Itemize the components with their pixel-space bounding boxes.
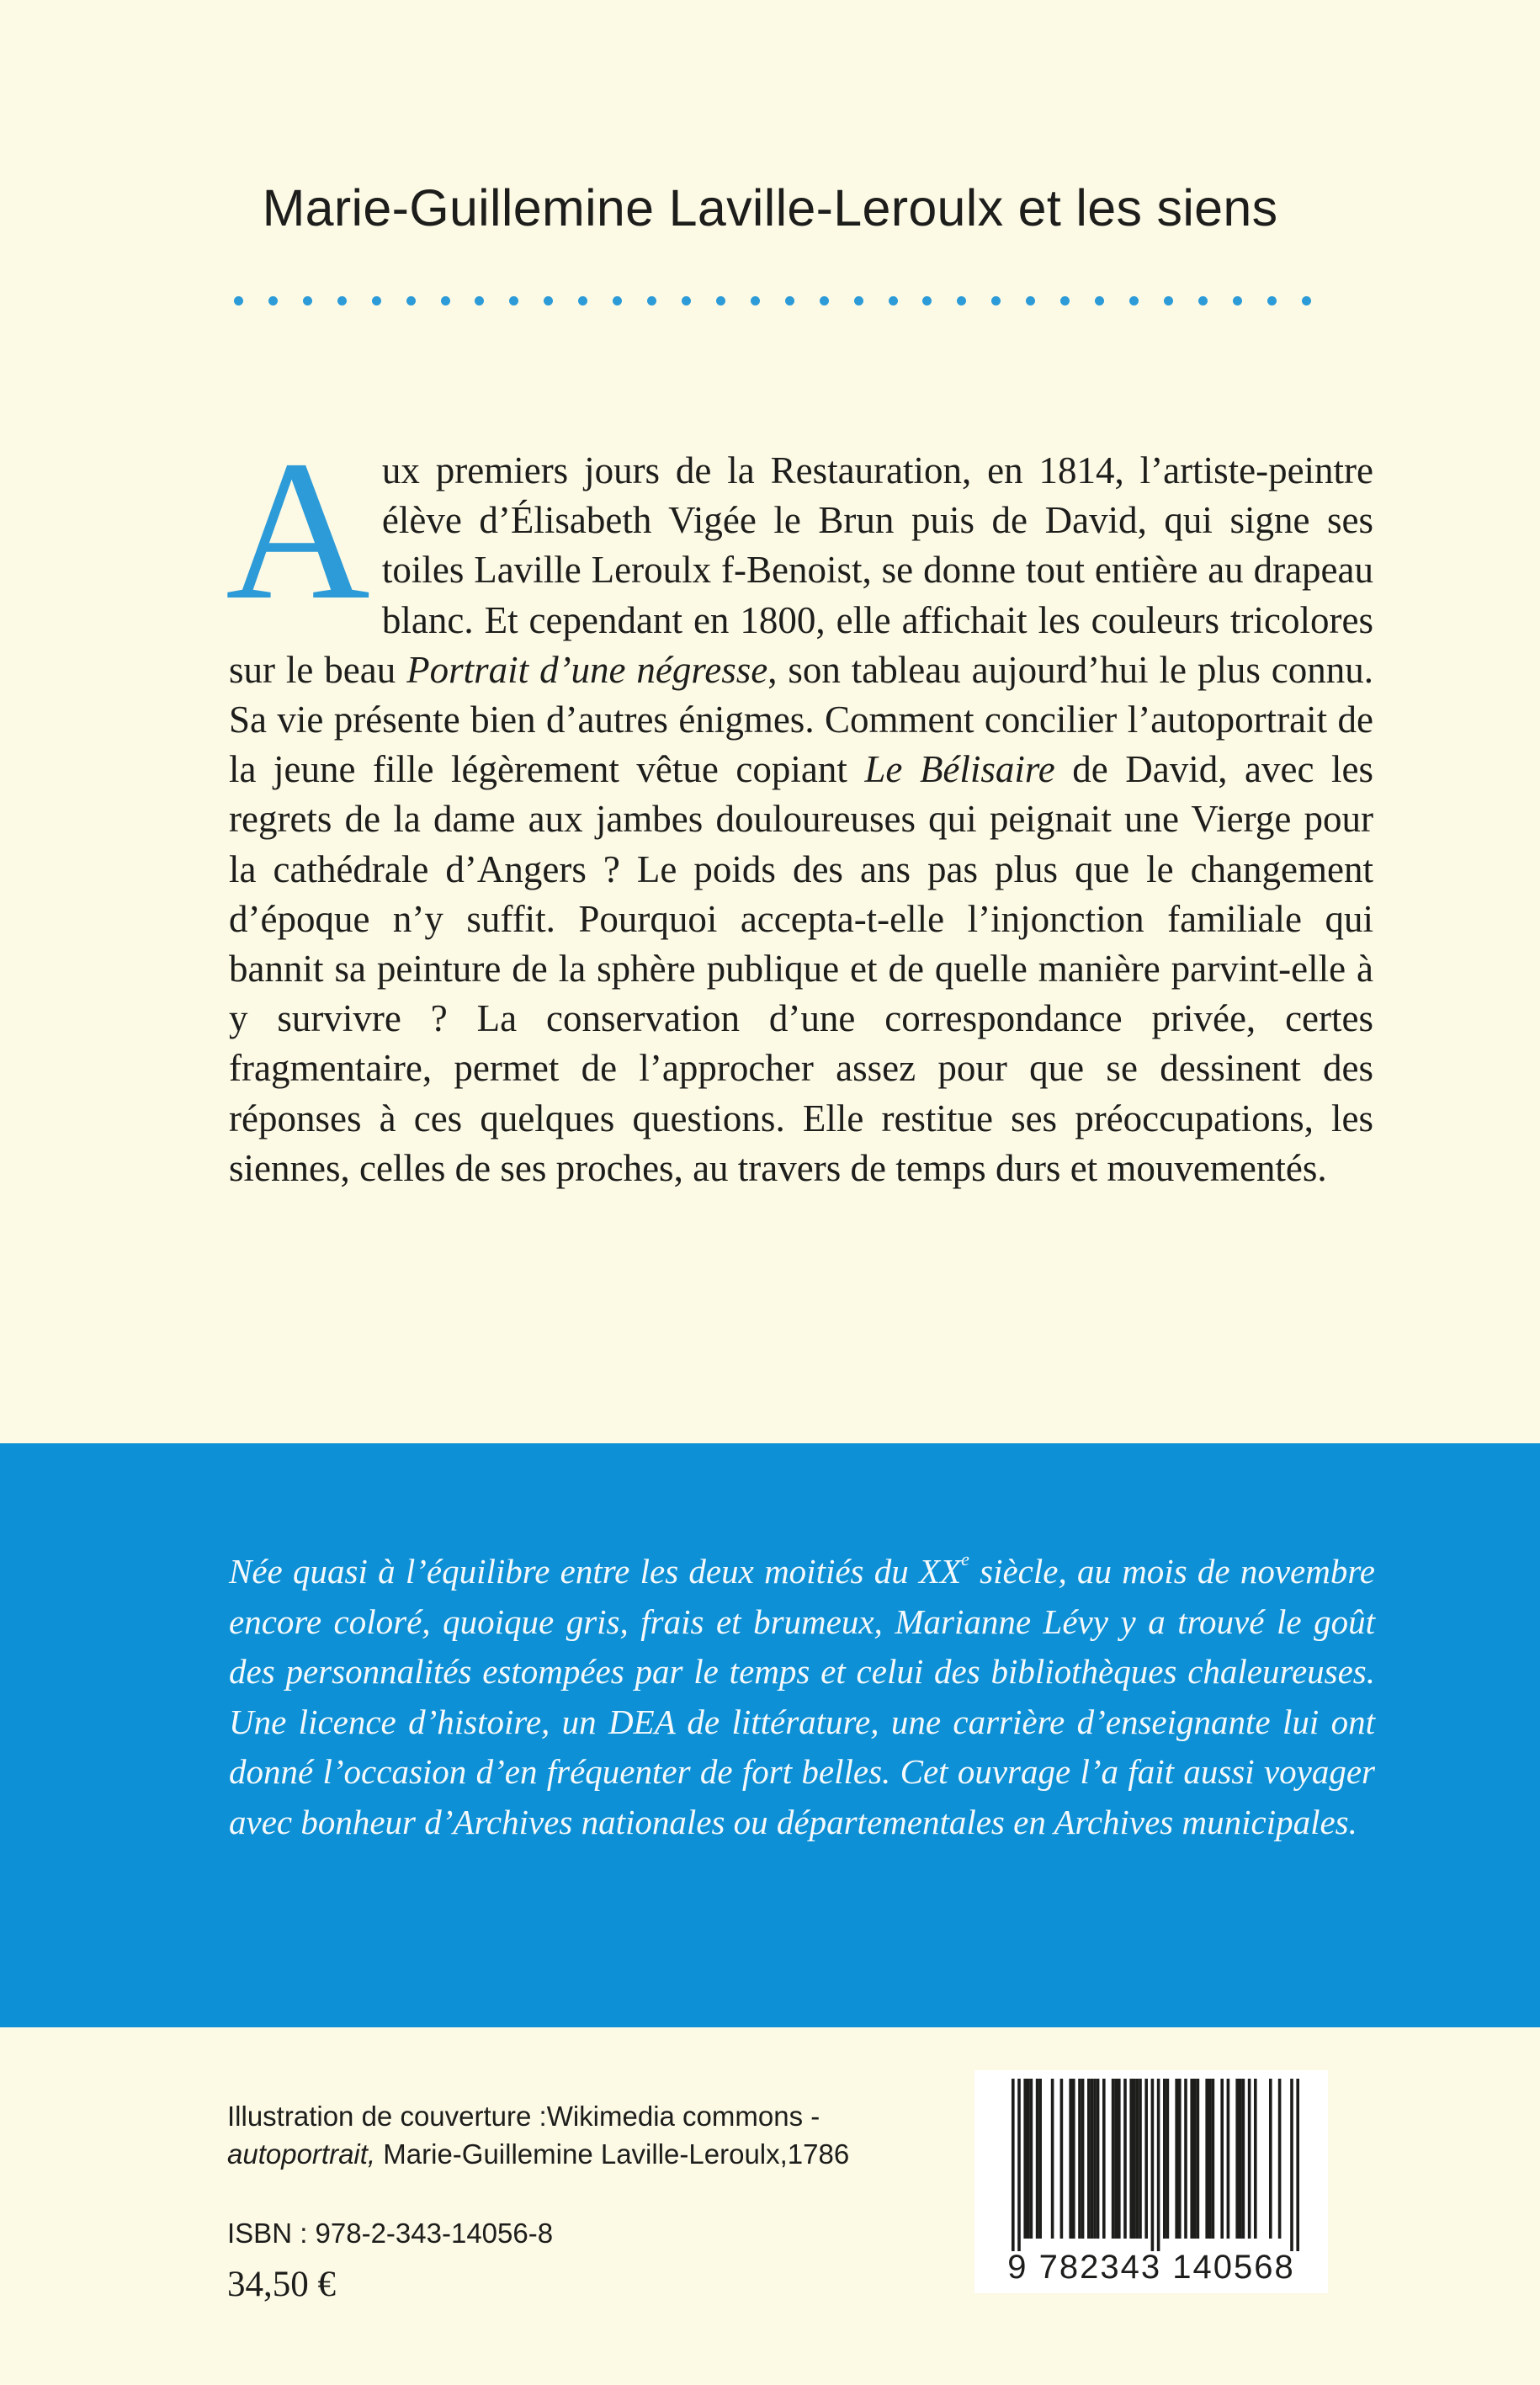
divider-dot [303, 296, 312, 305]
divider-dot [234, 296, 243, 305]
book-title: Marie-Guillemine Laville-Leroulx et les siens [262, 179, 1278, 236]
barcode-bar [1163, 2079, 1166, 2239]
barcode-bar [1151, 2079, 1155, 2251]
barcode-bar [1012, 2079, 1015, 2251]
divider-dot [578, 296, 587, 305]
barcode-bar [1190, 2079, 1193, 2239]
barcode-bar [1242, 2079, 1245, 2239]
credits-line-2 [227, 2135, 849, 2173]
barcode-bar [1091, 2079, 1094, 2239]
barcode-bar [1027, 2079, 1030, 2239]
barcode-bar [1227, 2079, 1230, 2239]
credits-rest: Marie-Guillemine Laville-Leroulx,1786 [375, 2138, 850, 2170]
barcode-bar [1097, 2079, 1100, 2239]
credits-line-1: Illustration de couverture :Wikimedia commons - [227, 2101, 820, 2132]
barcode-bar [1087, 2079, 1091, 2239]
barcode-bars [974, 2070, 1328, 2251]
barcode-bar [1296, 2079, 1299, 2251]
barcode-bar [1112, 2079, 1115, 2239]
bio-superscript: e [961, 1548, 969, 1570]
summary-italic-1: Portrait d’une négresse [406, 648, 768, 691]
barcode-bar [1220, 2079, 1224, 2239]
divider-dot [854, 296, 863, 305]
barcode-bar [1290, 2079, 1293, 2251]
divider-dot [922, 296, 932, 305]
barcode-bar [1212, 2079, 1215, 2239]
divider-dot [613, 296, 622, 305]
divider-dot [957, 296, 966, 305]
divider-dot [751, 296, 760, 305]
barcode-bar [1184, 2079, 1187, 2239]
divider-dot [441, 296, 450, 305]
barcode-bar [1036, 2079, 1039, 2239]
barcode-bar [1133, 2079, 1136, 2239]
barcode-bar [1081, 2079, 1085, 2239]
cover-credits [227, 2097, 849, 2173]
divider-dot [1060, 296, 1070, 305]
barcode-bar [1072, 2079, 1075, 2239]
barcode-bar [1136, 2079, 1139, 2239]
divider-dot [682, 296, 691, 305]
bio-part-1: Née quasi à l’équilibre entre les deux moitiés du XX [229, 1552, 962, 1591]
divider-dot [509, 296, 518, 305]
barcode-bar [1093, 2079, 1097, 2239]
divider-dot [337, 296, 347, 305]
barcode-bar [1205, 2079, 1208, 2239]
summary-part-3: de David, avec les regrets de la dame aux jambes douloureuses qui peignait une Vierge pour la cathédrale d’Angers ? Le poids des ans pas plus que le changement d’époque n’y suffit. Pourquoi accepta-t-elle l’injonction familiale qui bannit sa peinture de la sphère publique et de quelle manière parvint-elle à y survivre ? La conservation d’une correspondance privée, certes fragmentaire, permet de l’approcher assez pour que se dessinent des réponses à ces quelques questions. Elle restitue ses préoccupations, les siennes, celles de ses proches, au travers de temps durs et mouvementés. [229, 748, 1374, 1189]
dotted-divider [234, 292, 1311, 309]
divider-dot [647, 296, 656, 305]
barcode-bar [1051, 2079, 1054, 2239]
barcode-bar [1157, 2079, 1160, 2251]
divider-dot [991, 296, 1001, 305]
summary-part-2: , son tableau aujourd’hui le plus connu. Sa vie présente bien d’autres énigmes. Comment concilier l’autoportrait de la jeune fille légèrement vêtue copiant [229, 648, 1373, 791]
barcode-bar [1235, 2079, 1239, 2239]
divider-dot [475, 296, 484, 305]
divider-dot [1164, 296, 1173, 305]
divider-dot [406, 296, 416, 305]
barcode-bar [1166, 2079, 1170, 2239]
barcode-bar [1078, 2079, 1081, 2239]
divider-dot [1267, 296, 1277, 305]
barcode-bar [1102, 2079, 1106, 2239]
divider-dot [820, 296, 829, 305]
bio-part-2: siècle, au mois de novembre encore coloré, quoique gris, frais et brumeux, Marianne Lévy y a trouvé le goût des personnalités estompées par le temps et celui des bibliothèques chaleureuses. Une licence d’histoire, un DEA de littérature, une carrière d’enseignante lui ont donné l’occasion d’en fréquenter de fort belles. Cet ouvrage l’a fait aussi voyager avec bonheur d’Archives nationales ou départementales en Archives municipales. [229, 1552, 1375, 1841]
divider-dot [268, 296, 278, 305]
summary-part-1: ux premiers jours de la Restauration, en 1814, l’artiste-peintre élève d’Élisabeth Vigée le Brun puis de David, qui signe ses toiles Laville Leroulx f-Benoist, se donne tout entière au drapeau blanc. Et cependant en 1800, elle affichait les couleurs tricolores sur le beau [229, 449, 1373, 691]
barcode-bar [1123, 2079, 1127, 2239]
divider-dot [1026, 296, 1035, 305]
barcode-bar [1144, 2079, 1148, 2239]
summary-text [226, 420, 1374, 1193]
barcode-digits: 9 782343 140568 [1007, 2249, 1295, 2286]
barcode-bar [1030, 2079, 1033, 2239]
divider-dot [1095, 296, 1104, 305]
barcode-bar [1129, 2079, 1133, 2239]
barcode-bar [1248, 2079, 1251, 2239]
barcode-bar [1118, 2079, 1121, 2239]
divider-dot [889, 296, 898, 305]
divider-dot [1129, 296, 1139, 305]
drop-cap: A [226, 420, 370, 641]
divider-dot [1302, 296, 1311, 305]
divider-dot [544, 296, 553, 305]
barcode-bar [1139, 2079, 1142, 2239]
barcode-bar [1197, 2079, 1200, 2239]
barcode-bar [1278, 2079, 1282, 2239]
barcode-bar [1193, 2079, 1197, 2239]
barcode-bar [1060, 2079, 1064, 2239]
divider-dot [716, 296, 725, 305]
summary-italic-2: Le Bélisaire [864, 748, 1055, 791]
price-text: 34,50 € [227, 2265, 336, 2304]
barcode-bar [1017, 2079, 1021, 2251]
divider-dot [785, 296, 794, 305]
barcode-bar [1178, 2079, 1182, 2239]
barcode-bar [1239, 2079, 1242, 2239]
barcode-bar [1023, 2079, 1027, 2239]
divider-dot [1198, 296, 1208, 305]
author-bio [229, 1547, 1375, 1847]
barcode-bar [1269, 2079, 1272, 2239]
credits-italic: autoportrait, [227, 2138, 376, 2170]
barcode-bar [1254, 2079, 1257, 2239]
barcode-bar [1208, 2079, 1212, 2239]
barcode [974, 2070, 1328, 2293]
barcode-bar [1069, 2079, 1072, 2239]
divider-dot [372, 296, 381, 305]
isbn-text: ISBN : 978-2-343-14056-8 [227, 2218, 554, 2249]
barcode-bar [1114, 2079, 1118, 2239]
barcode-bar [1038, 2079, 1042, 2239]
divider-dot [1233, 296, 1242, 305]
barcode-bar [1175, 2079, 1178, 2239]
